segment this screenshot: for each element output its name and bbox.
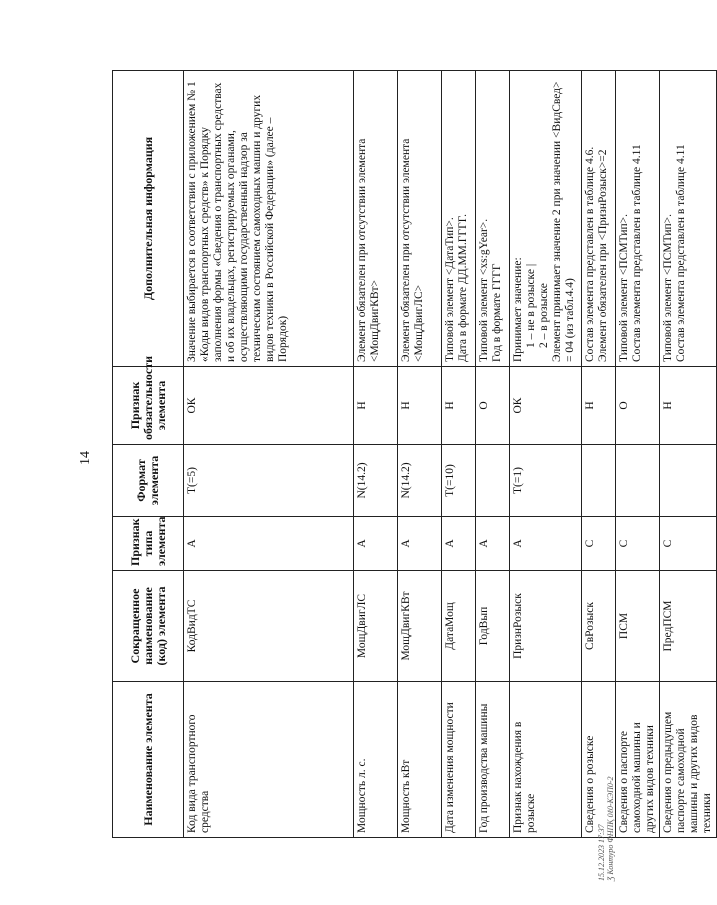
cell-info [398, 71, 442, 367]
cell-format: T(=10) [442, 445, 476, 517]
cell-required: О [616, 367, 660, 445]
info-line: Состав элемента представлен в таблице 4.6. [584, 146, 596, 362]
table-row [476, 71, 510, 838]
cell-format: N(14.2) [354, 445, 398, 517]
cell-format [582, 445, 616, 517]
cell-code: ПредПСМ [660, 571, 717, 682]
cell-info [616, 71, 660, 367]
column-header-type: Признак типа элемента [113, 517, 184, 571]
cell-name: Дата изменения мощности [442, 682, 476, 838]
cell-type: С [616, 517, 660, 571]
cell-type: А [442, 517, 476, 571]
cell-info [660, 71, 717, 367]
table-header-row [113, 71, 184, 838]
column-header-code: Сокращенное наименование (код) элемента [113, 571, 184, 682]
cell-info [354, 71, 398, 367]
cell-format [660, 445, 717, 517]
cell-name: Признак нахождения в розыске [510, 682, 582, 838]
page-number: 14 [78, 451, 93, 465]
cell-code: ПСМ [616, 571, 660, 682]
cell-type: А [476, 517, 510, 571]
cell-name: Мощность л. с. [354, 682, 398, 838]
cell-required: Н [660, 367, 717, 445]
info-line: Элемент обязателен при отсутствии элемента <МощДвигЛС> [400, 138, 425, 362]
cell-name: Мощность кВт [398, 682, 442, 838]
cell-required: Н [582, 367, 616, 445]
cell-code: СвРозыск [582, 571, 616, 682]
info-line: Состав элемента представлен в таблице 4.11 [631, 144, 643, 362]
info-line: 2 – в розыске [538, 283, 550, 348]
cell-code: КодВидТС [184, 571, 354, 682]
cell-name: Год производства машины [476, 682, 510, 838]
cell-type: С [660, 517, 717, 571]
cell-format: T(=1) [510, 445, 582, 517]
cell-info [442, 71, 476, 367]
cell-code: ГодВып [476, 571, 510, 682]
info-line: Принимает значение: [512, 257, 524, 362]
cell-format: N(14.2) [398, 445, 442, 517]
table-row [354, 71, 398, 838]
cell-name: Код вида транспортного средства [184, 682, 354, 838]
cell-required: ОК [184, 367, 354, 445]
cert-line: Ʒ Контурo ФНПҚ 0ℓ0-КЭП0-2 [606, 776, 615, 881]
column-header-required: Признак обязательности элемента [113, 367, 184, 445]
cell-info [184, 71, 354, 367]
cell-name: Сведения о розыске [582, 682, 616, 838]
info-line: Типовой элемент <ПСМТип>. [618, 213, 630, 362]
cell-type: А [398, 517, 442, 571]
cell-info [582, 71, 616, 367]
cell-format [616, 445, 660, 517]
table-row [660, 71, 717, 838]
table-row [510, 71, 582, 838]
cell-required: ОК [510, 367, 582, 445]
cell-required: Н [398, 367, 442, 445]
cell-code: МощДвигЛС [354, 571, 398, 682]
column-header-name: Наименование элемента [113, 682, 184, 838]
cert-line: 15.12.2023 17:37 [597, 824, 606, 881]
cell-required: О [476, 367, 510, 445]
info-line: Значение выбирается в соответствии с приложением № 1 «Коды видов транспортных средств» к Порядку заполнения формы «Сведения о транспортных средствах и об их владельцах, регистрируемых органами, осуществляющими государственный надзор за техническим состоянием самоходных машин и других видов техники в Российской Федерации» (далее – Порядок) [186, 81, 289, 362]
cell-code: МощДвигКВт [398, 571, 442, 682]
cell-required: Н [442, 367, 476, 445]
info-line: 1 – не в розыске | [525, 263, 537, 348]
cell-code: ПризнРозыск [510, 571, 582, 682]
cell-info [510, 71, 582, 367]
table-row [398, 71, 442, 838]
table-row [582, 71, 616, 838]
table-row [184, 71, 354, 838]
info-line: Год в формате ГГГГ [491, 263, 503, 362]
cell-type: А [184, 517, 354, 571]
info-line: Типовой элемент <ДатаТип>. [444, 217, 456, 362]
info-line: Состав элемента представлен в таблице 4.11 [675, 144, 687, 362]
info-line: Типовой элемент <xs:gYear>. [478, 218, 490, 362]
column-header-info: Дополнительная информация [113, 71, 184, 367]
info-line: Элемент обязателен при отсутствии элемента <МощДвигКВт> [356, 138, 381, 362]
column-header-format: Формат элемента [113, 445, 184, 517]
table-row [442, 71, 476, 838]
cell-name: Сведения о паспорте самоходной машины и других видов техники [616, 682, 660, 838]
table-row [616, 71, 660, 838]
cell-code: ДатаМощ [442, 571, 476, 682]
cell-type: А [354, 517, 398, 571]
info-line: Дата в формате ДД.ММ.ГГГГ. [457, 214, 469, 362]
cell-info [476, 71, 510, 367]
cell-required: Н [354, 367, 398, 445]
cell-name: Сведения о предыдущем паспорте самоходной машины и других видов техники [660, 682, 717, 838]
info-line: Элемент обязателен при <ПризнРозыск>=2 [597, 149, 609, 362]
cell-format: T(=5) [184, 445, 354, 517]
cell-type: С [582, 517, 616, 571]
element-spec-table [112, 70, 717, 838]
info-line: Элемент принимает значение 2 при значении <ВидСвед> = 04 (из табл.4.4) [551, 81, 576, 362]
cell-format [476, 445, 510, 517]
info-line: Типовой элемент <ПСМТип>. [662, 213, 674, 362]
cell-type: А [510, 517, 582, 571]
e-signature-stamp [597, 776, 615, 881]
